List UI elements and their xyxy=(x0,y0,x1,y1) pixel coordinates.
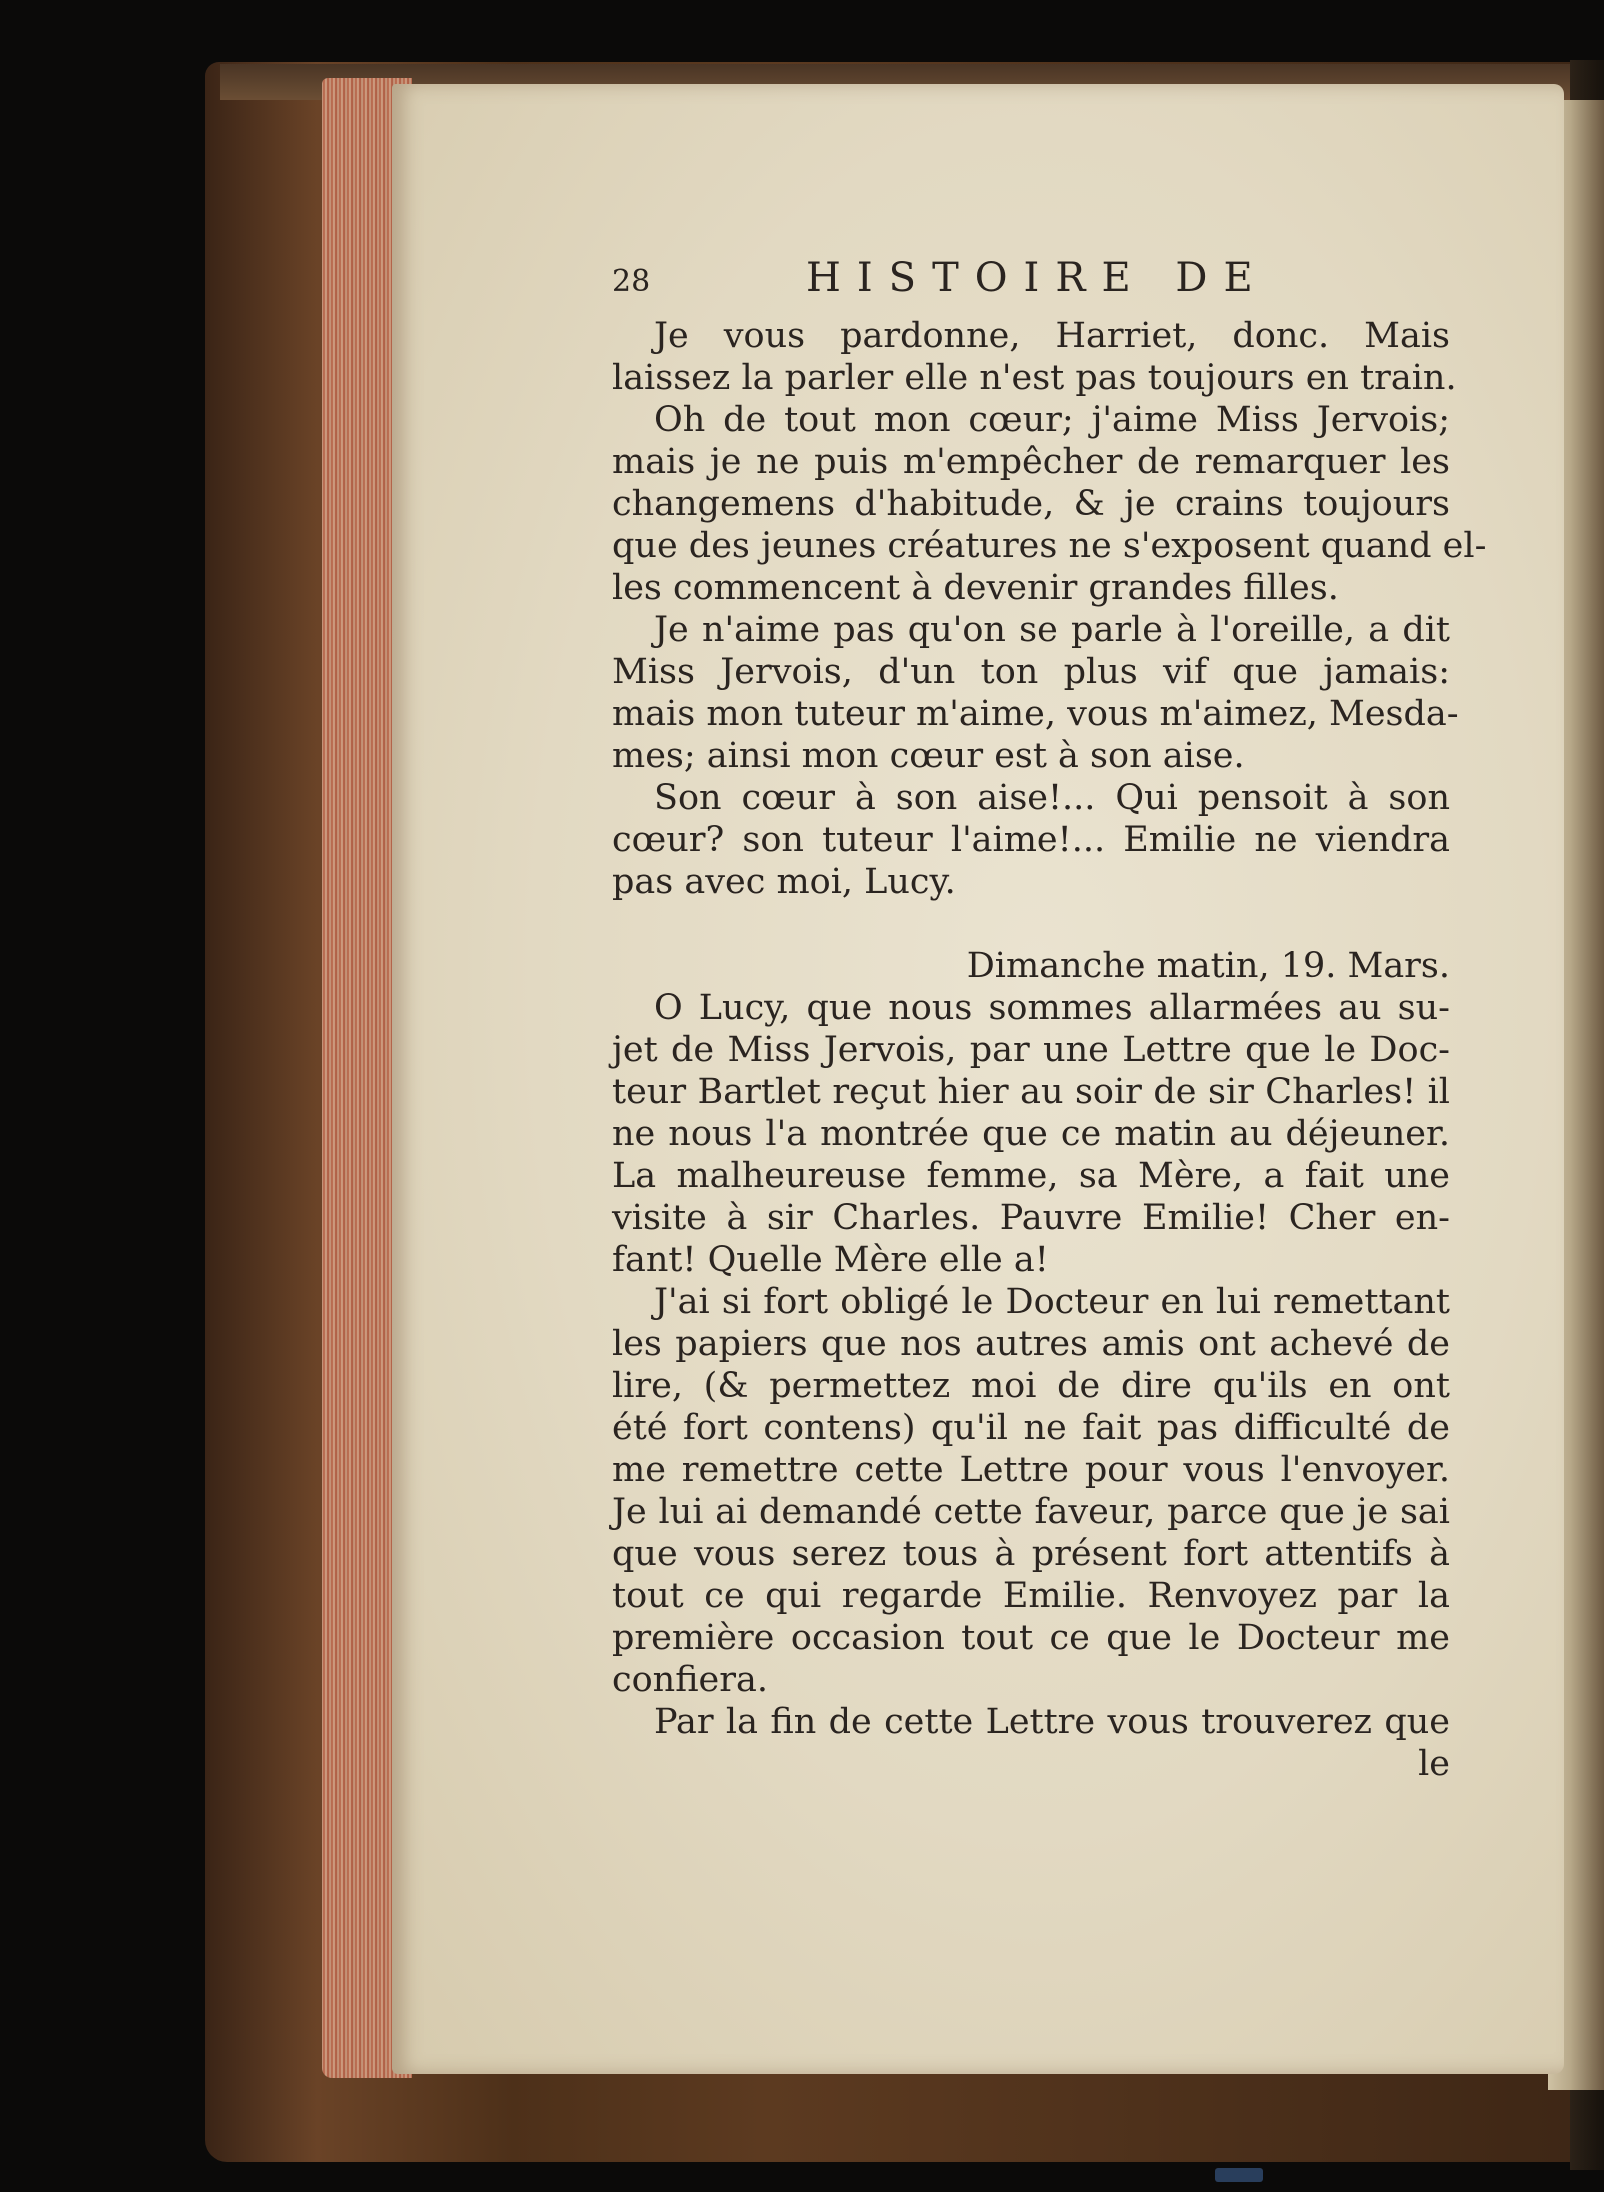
text-line: J'ai si fort obligé le Docteur en lui remettant xyxy=(654,1282,1450,1322)
text-line: fant! Quelle Mère elle a! xyxy=(612,1240,1049,1280)
text-line: jet de Miss Jervois, par une Lettre que le Doc- xyxy=(612,1030,1450,1070)
page-number: 28 xyxy=(612,264,651,299)
text-line: mais mon tuteur m'aime, vous m'aimez, Mesda- xyxy=(612,694,1459,734)
text-line: Je lui ai demandé cette faveur, parce que je sai xyxy=(612,1492,1450,1532)
text-line: Son cœur à son aise!... Qui pensoit à son xyxy=(654,778,1450,818)
text-line: Je vous pardonne, Harriet, donc. Mais xyxy=(654,316,1450,356)
text-line: laissez la parler elle n'est pas toujours en train. xyxy=(612,358,1457,398)
text-line: ne nous l'a montrée que ce matin au déjeuner. xyxy=(612,1114,1450,1154)
text-line: Dimanche matin, 19. Mars. xyxy=(966,946,1450,986)
text-line: tout ce qui regarde Emilie. Renvoyez par la xyxy=(612,1576,1450,1616)
text-line: me remettre cette Lettre pour vous l'envoyer. xyxy=(612,1450,1450,1490)
text-line: teur Bartlet reçut hier au soir de sir Charles! il xyxy=(612,1072,1450,1112)
page-text-block xyxy=(612,255,1487,1785)
paragraph-gap xyxy=(612,903,1450,945)
text-line: visite à sir Charles. Pauvre Emilie! Cher en- xyxy=(612,1198,1450,1238)
text-line: les commencent à devenir grandes filles. xyxy=(612,568,1339,608)
text-line: Par la fin de cette Lettre vous trouverez que xyxy=(654,1702,1450,1742)
text-line: confiera. xyxy=(612,1660,768,1700)
library-stamp xyxy=(1215,2168,1263,2182)
text-line: Oh de tout mon cœur; j'aime Miss Jervois; xyxy=(654,400,1450,440)
running-head: HISTOIRE DE xyxy=(806,255,1269,301)
body-text xyxy=(612,315,1487,1743)
text-line: mes; ainsi mon cœur est à son aise. xyxy=(612,736,1245,776)
text-line: été fort contens) qu'il ne fait pas difficulté de xyxy=(612,1408,1450,1448)
text-line: O Lucy, que nous sommes allarmées au su- xyxy=(654,988,1450,1028)
text-line: cœur? son tuteur l'aime!... Emilie ne viendra xyxy=(612,820,1450,860)
text-line: lire, (& permettez moi de dire qu'ils en ont xyxy=(612,1366,1450,1406)
catchword: le xyxy=(1418,1744,1450,1784)
text-line: mais je ne puis m'empêcher de remarquer les xyxy=(612,442,1450,482)
text-line: pas avec moi, Lucy. xyxy=(612,862,956,902)
text-line: Miss Jervois, d'un ton plus vif que jamais: xyxy=(612,652,1450,692)
text-line: changemens d'habitude, & je crains toujours xyxy=(612,484,1450,524)
text-line: que des jeunes créatures ne s'exposent quand el- xyxy=(612,526,1487,566)
text-line: La malheureuse femme, sa Mère, a fait une xyxy=(612,1156,1450,1196)
text-line: que vous serez tous à présent fort attentifs à xyxy=(612,1534,1450,1574)
page-header xyxy=(612,255,1450,315)
text-line: Je n'aime pas qu'on se parle à l'oreille, a dit xyxy=(654,610,1450,650)
text-line: première occasion tout ce que le Docteur me xyxy=(612,1618,1450,1658)
text-line: les papiers que nos autres amis ont achevé de xyxy=(612,1324,1450,1364)
